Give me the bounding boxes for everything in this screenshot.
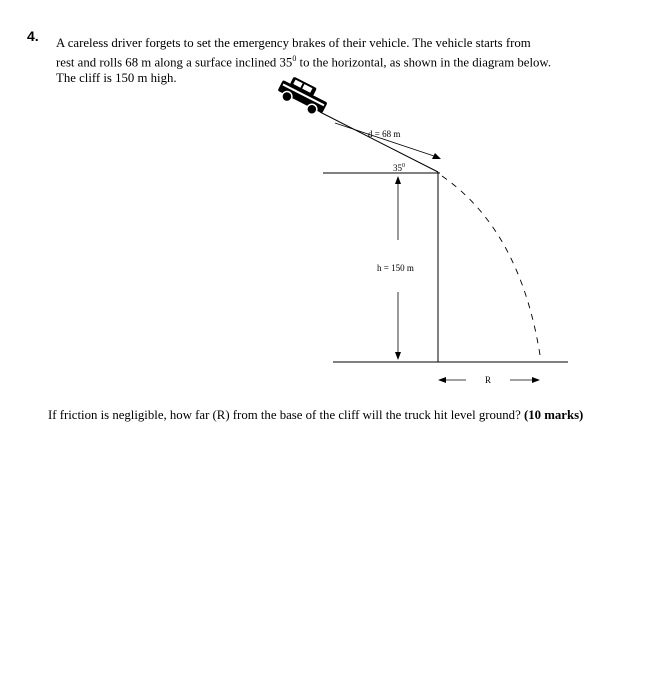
question-line-1: A careless driver forgets to set the emergency brakes of their vehicle. The vehicle starts from	[56, 36, 531, 50]
question-line-2-end: to the horizontal, as shown in the diagram below.	[299, 55, 552, 70]
angle-label: $35^0$	[393, 163, 405, 173]
question-line-3: The cliff is 150 m high.	[56, 71, 177, 86]
height-arrow-head-down	[395, 352, 401, 360]
question-prompt-text: If friction is negligible, how far (R) from the base of the cliff will the truck hit level ground?	[48, 408, 521, 422]
range-arrow-right-head	[532, 377, 540, 383]
height-label: h = 150 m	[377, 263, 414, 273]
incline-line	[320, 112, 438, 172]
question-number: 4.	[27, 28, 39, 44]
distance-label: d = 68 m	[368, 129, 401, 139]
height-arrow-head-up	[395, 176, 401, 184]
range-arrow-left-head	[438, 377, 446, 383]
trajectory-path	[442, 176, 540, 355]
truck-icon	[275, 73, 331, 119]
question-marks: (10 marks)	[523, 408, 584, 422]
range-label: R	[485, 375, 492, 385]
question-line-2-start: rest and rolls 68 m along a surface inclined 35	[56, 55, 293, 70]
degree-superscript: 0	[292, 54, 297, 63]
question-prompt	[48, 408, 583, 423]
